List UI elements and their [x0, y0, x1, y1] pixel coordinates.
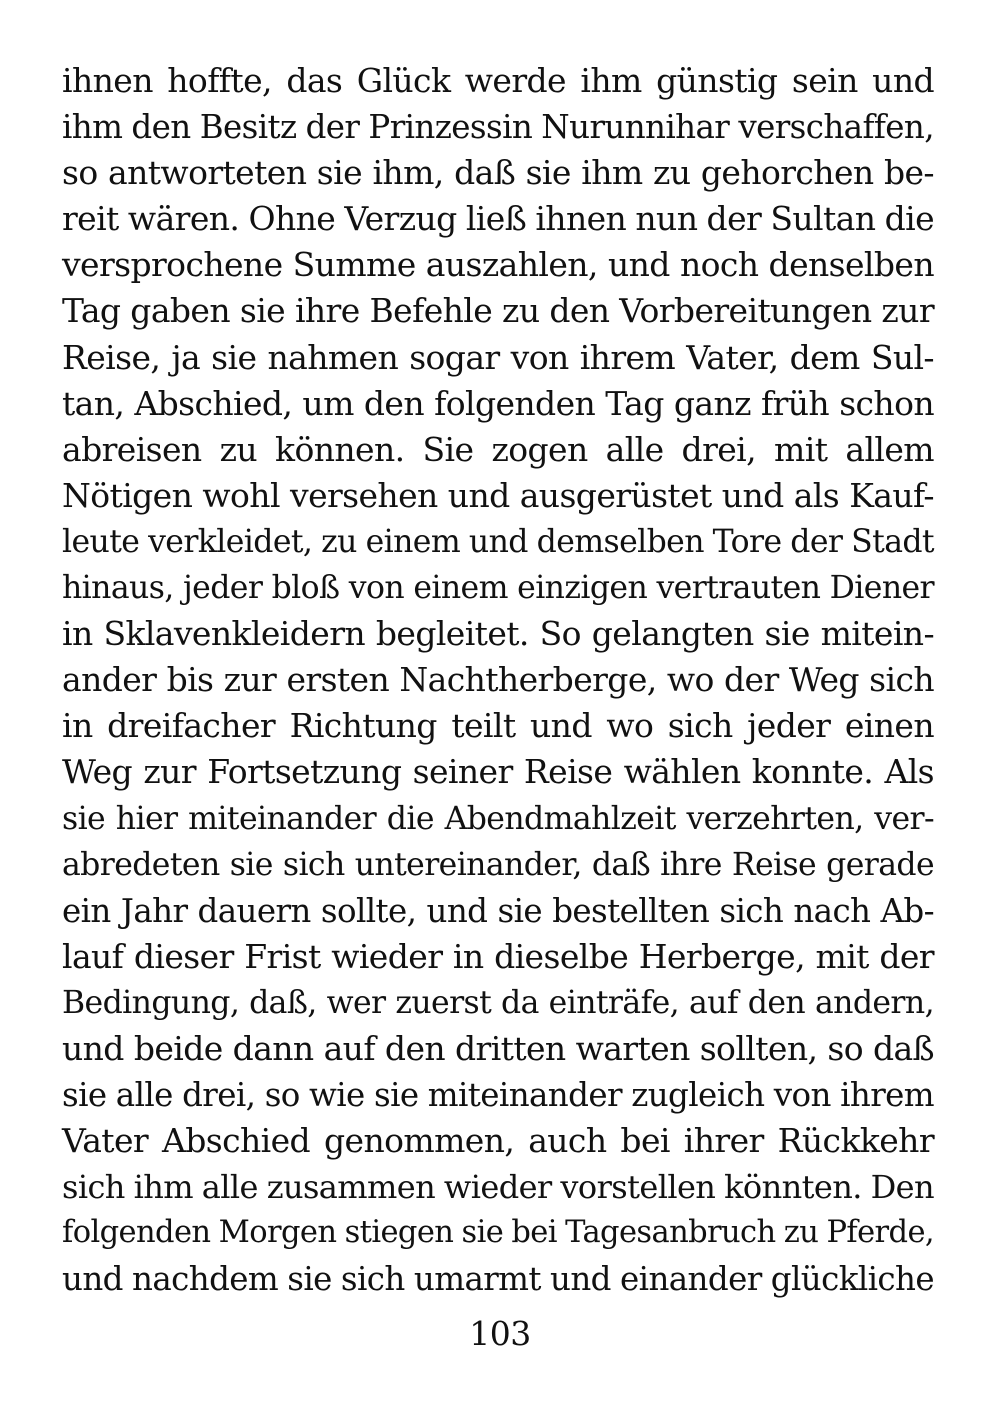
text-line-20: lauf dieser Frist wieder in dieselbe Herberge, mit der	[62, 936, 934, 976]
text-line-5: versprochene Summe auszahlen, und noch denselben	[62, 245, 934, 285]
text-line-4: reit wären. Ohne Verzug ließ ihnen nun der Sultan die	[62, 199, 934, 239]
text-line-22: und beide dann auf den dritten warten sollten, so daß	[62, 1028, 934, 1068]
text-line-9: abreisen zu können. Sie zogen alle drei, mit allem	[62, 429, 934, 469]
text-line-12: hinaus, jeder bloß von einem einzigen vertrauten Diener	[62, 570, 934, 607]
text-line-15: in dreifacher Richtung teilt und wo sich jeder einen	[62, 706, 934, 746]
text-line-27: und nachdem sie sich umarmt und einander glückliche	[62, 1260, 934, 1299]
text-line-23: sie alle drei, so wie sie miteinander zugleich von ihrem	[62, 1076, 934, 1115]
text-line-2: ihm den Besitz der Prinzessin Nurunnihar verschaffen,	[62, 108, 934, 147]
text-line-21: Bedingung, daß, wer zuerst da einträfe, auf den andern,	[62, 984, 934, 1021]
text-line-3: so antworteten sie ihm, daß sie ihm zu gehorchen be-	[62, 153, 934, 193]
page-number: 103	[469, 1314, 531, 1353]
text-line-1: ihnen hoffte, das Glück werde ihm günstig sein und	[62, 61, 934, 100]
text-line-11: leute verkleidet, zu einem und demselben Tore der Stadt	[62, 523, 934, 560]
text-line-26: folgenden Morgen stiegen sie bei Tagesanbruch zu Pferde,	[62, 1215, 934, 1251]
text-line-6: Tag gaben sie ihre Befehle zu den Vorbereitungen zur	[62, 291, 934, 331]
text-line-24: Vater Abschied genommen, auch bei ihrer Rückkehr	[62, 1121, 934, 1161]
text-line-19: ein Jahr dauern sollte, und sie bestellten sich nach Ab-	[62, 891, 934, 930]
text-line-25: sich ihm alle zusammen wieder vorstellen könnten. Den	[62, 1168, 934, 1207]
text-line-14: ander bis zur ersten Nachtherberge, wo der Weg sich	[62, 660, 934, 700]
text-line-17: sie hier miteinander die Abendmahlzeit verzehrten, ver-	[62, 800, 934, 837]
body-text	[62, 58, 934, 1303]
text-line-16: Weg zur Fortsetzung seiner Reise wählen konnte. Als	[62, 752, 934, 792]
text-line-13: in Sklavenkleidern begleitet. So gelangten sie mitein-	[62, 614, 934, 654]
text-line-7: Reise, ja sie nahmen sogar von ihrem Vater, dem Sul-	[62, 337, 934, 377]
text-line-18: abredeten sie sich untereinander, daß ihre Reise gerade	[62, 846, 934, 883]
text-line-8: tan, Abschied, um den folgenden Tag ganz früh schon	[62, 383, 934, 423]
text-line-10: Nötigen wohl versehen und ausgerüstet und als Kauf-	[62, 475, 934, 515]
